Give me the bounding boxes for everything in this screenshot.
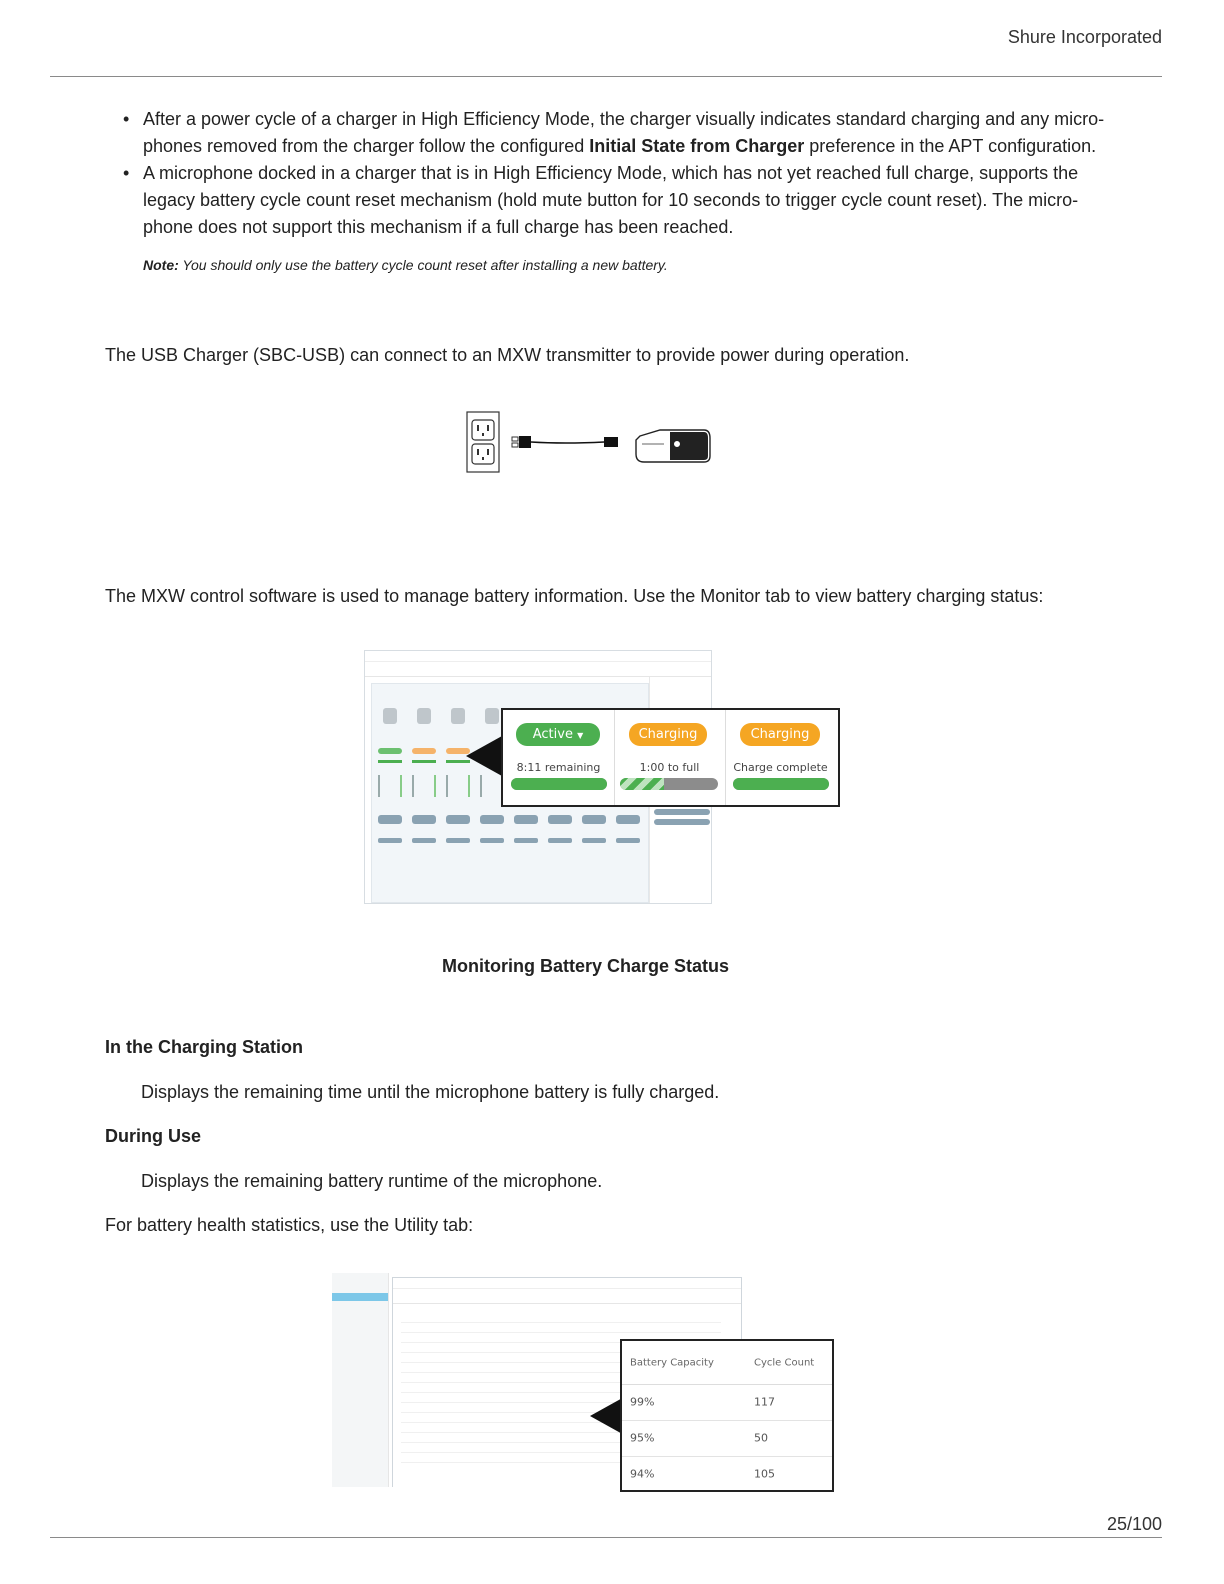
table-row [622,1420,832,1457]
battery-progress-fill [511,778,607,790]
channel-column [444,688,472,888]
status-cell-complete [725,710,836,805]
bullet-text-pre: After a power cycle of a charger in High Efficiency Mode, the charger visually indicates standard charging and any micro-phones removed from the charger follow the configured [143,109,1105,156]
cable-icon [531,437,618,447]
page-number: 25/100 [1106,1514,1162,1534]
section-text: Displays the remaining battery runtime of the microphone. [141,1171,603,1191]
battery-capacity: 94% [630,1467,655,1481]
utility-paragraph: For battery health statistics, use the Utility tab: [105,1215,474,1235]
battery-progress-fill [733,778,829,790]
header-company: Shure Incorporated [1007,27,1162,47]
battery-health-table [620,1339,834,1492]
figure-caption: Monitoring Battery Charge Status [441,956,730,976]
bullet-item [105,106,1105,160]
mxw-paragraph: The MXW control software is used to manage battery information. Use the Monitor tab to view battery charging status: [105,586,1044,606]
note [143,257,668,273]
status-badge: Charging [629,723,707,746]
bullet-text: A microphone docked in a charger that is in High Efficiency Mode, which has not yet reached full charge, supports the legacy battery cycle count reset mechanism (hold mute button for 10 seconds to trigger cycle count reset). The micro-phone does not support this mechanism if a full charge has been reached. [143,163,1079,237]
note-label: Note: [143,257,179,273]
usb-paragraph: The USB Charger (SBC-USB) can connect to an MXW transmitter to provide power during operation. [105,345,910,365]
cycle-count: 50 [754,1431,768,1445]
status-detail: 1:00 to full [639,761,700,774]
chevron-down-icon: ▼ [577,731,584,740]
status-cell-charging [614,710,726,805]
section-heading: During Use [105,1126,202,1146]
status-badge: Charging [740,723,820,746]
status-detail: 8:11 remaining [516,761,601,774]
callout-pointer [466,736,502,776]
cycle-count: 105 [754,1467,775,1481]
channel-column [410,688,438,888]
status-badge [516,723,600,746]
bullet-list [105,106,1105,241]
channel-column [376,688,404,888]
header-rule [50,76,1162,77]
status-cell-active [503,710,615,805]
window-toolbar [365,662,711,677]
bullet-text-bold: Initial State from Charger [589,136,805,156]
battery-progress [620,778,718,790]
cycle-count: 117 [754,1395,775,1409]
status-detail: Charge complete [733,761,828,774]
battery-progress [511,778,607,790]
battery-progress-fill [620,778,664,790]
table-row [622,1384,832,1421]
note-text: You should only use the battery cycle count reset after installing a new battery. [178,257,668,273]
usb-charger-illustration [464,410,714,476]
section-heading: In the Charging Station [105,1037,303,1057]
transmitter-icon [636,430,710,462]
status-text: Active [532,727,573,742]
battery-capacity: 95% [630,1431,655,1445]
utility-nav [332,1273,389,1487]
window-titlebar [365,651,711,662]
bullet-text-post: preference in the APT configuration. [804,136,1097,156]
battery-progress [733,778,829,790]
battery-capacity: 99% [630,1395,655,1409]
battery-status-callout [501,708,840,807]
wall-outlet-icon [467,412,499,472]
bullet-item [105,160,1105,241]
usb-plug-icon [512,436,531,448]
table-row [622,1456,832,1492]
footer-rule [50,1537,1162,1538]
table-header [622,1341,832,1385]
column-header: Battery Capacity [630,1357,714,1368]
column-header: Cycle Count [754,1357,815,1368]
section-text: Displays the remaining time until the microphone battery is fully charged. [141,1082,720,1102]
